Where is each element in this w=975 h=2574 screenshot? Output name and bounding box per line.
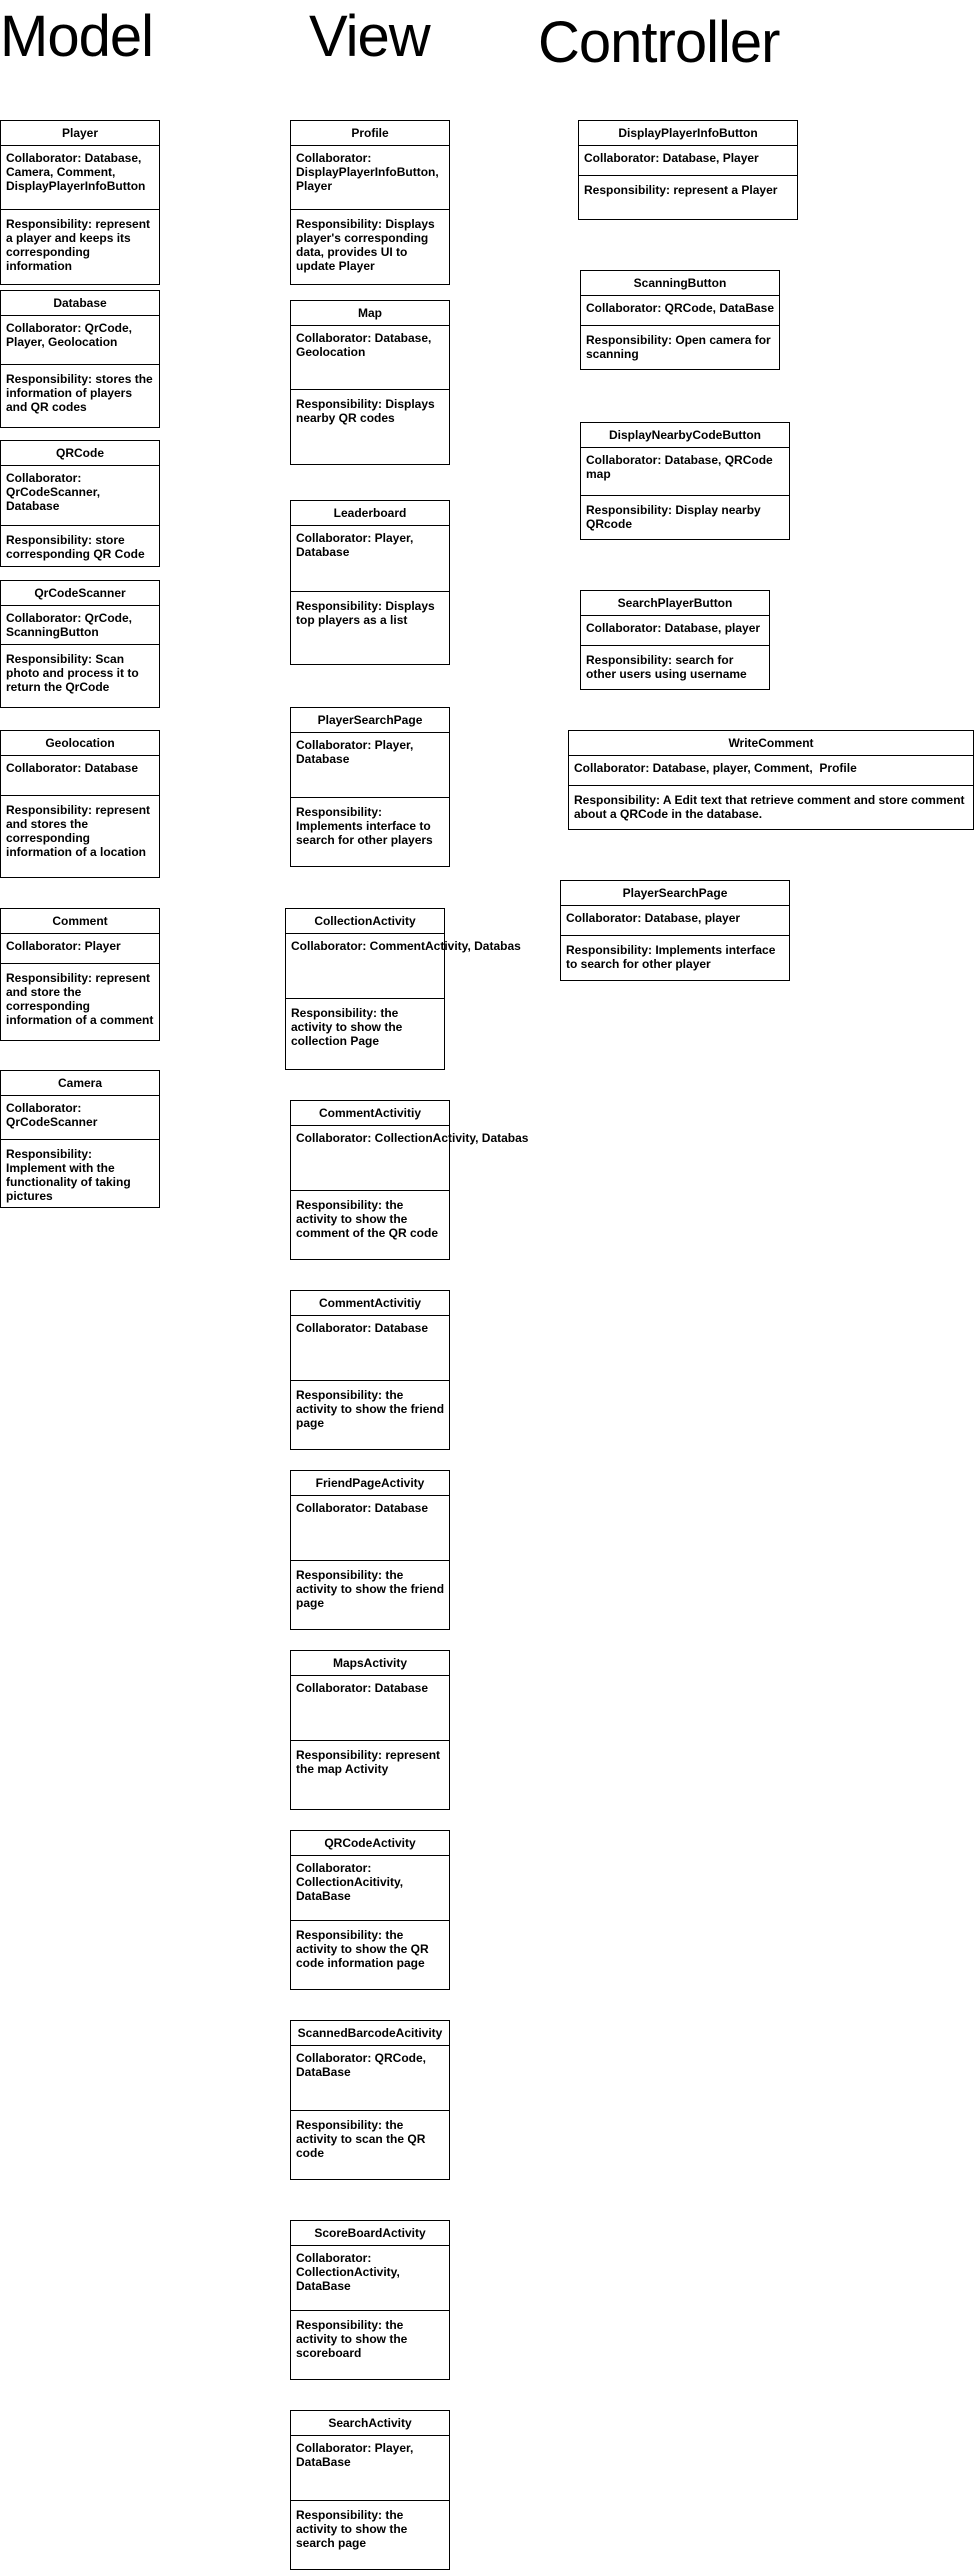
card-name: PlayerSearchPage (561, 881, 789, 906)
crc-card-playersearchpage-view (290, 707, 450, 867)
crc-card-searchactivity (290, 2410, 450, 2570)
card-responsibility: Responsibility: represent and stores the corresponding information of a location (6, 803, 154, 859)
card-name: Player (1, 121, 159, 146)
card-responsibility: Responsibility: Displays player's corresponding data, provides UI to update Player (296, 217, 439, 273)
card-responsibility: Responsibility: search for other users using username (586, 653, 747, 681)
crc-card-scannedbarcodeacitivity (290, 2020, 450, 2180)
card-responsibility: Responsibility: the activity to show the QR code information page (296, 1928, 433, 1970)
card-responsibility: Responsibility: A Edit text that retrieve comment and store comment about a QRCode in the database. (574, 793, 968, 821)
card-responsibility: Responsibility: the activity to show the friend page (296, 1388, 448, 1430)
card-name: ScoreBoardActivity (291, 2221, 449, 2246)
crc-card-scoreboardactivity (290, 2220, 450, 2380)
card-collaborator: Collaborator: Database, Geolocation (291, 326, 449, 390)
card-name: Profile (291, 121, 449, 146)
card-collaborator: Collaborator: Database, player, Comment, Profile (569, 756, 973, 786)
card-collaborator: Collaborator: Database, player (561, 906, 789, 936)
card-responsibility: Responsibility: represent a Player (584, 183, 778, 197)
card-responsibility: Responsibility: the activity to scan the QR code (296, 2118, 429, 2160)
card-name: MapsActivity (291, 1651, 449, 1676)
card-collaborator: Collaborator: QRCode, DataBase (291, 2046, 449, 2111)
card-collaborator: Collaborator: Database, Player (579, 146, 797, 176)
crc-card-displayplayerinfobutton (578, 120, 798, 220)
model-column-title: Model (0, 4, 153, 69)
card-name: CommentActivitiy (291, 1101, 449, 1126)
crc-card-scanningbutton (580, 270, 780, 370)
card-name: Database (1, 291, 159, 316)
card-responsibility: Responsibility: the activity to show the search page (296, 2508, 411, 2550)
card-responsibility: Responsibility: store corresponding QR Code (6, 533, 145, 561)
crc-card-player (0, 120, 160, 285)
card-name: Camera (1, 1071, 159, 1096)
crc-card-qrcodescanner (0, 580, 160, 708)
crc-card-commentactivitiy-1 (290, 1100, 529, 1260)
crc-card-displaynearbycodebutton (580, 422, 790, 540)
card-collaborator: Collaborator: Database (291, 1676, 449, 1741)
card-responsibility: Responsibility: Displays nearby QR codes (296, 397, 439, 425)
crc-card-leaderboard (290, 500, 450, 665)
card-collaborator: Collaborator: QrCode, Player, Geolocation (1, 316, 159, 365)
crc-card-searchplayerbutton (580, 590, 770, 690)
crc-card-comment (0, 908, 160, 1041)
card-responsibility: Responsibility: represent the map Activity (296, 1748, 444, 1776)
card-name: DisplayPlayerInfoButton (579, 121, 797, 146)
crc-card-map (290, 300, 450, 465)
card-name: FriendPageActivity (291, 1471, 449, 1496)
crc-card-geolocation (0, 730, 160, 878)
card-collaborator: Collaborator: Player, DataBase (291, 2436, 449, 2501)
card-name: ScanningButton (581, 271, 779, 296)
crc-card-camera (0, 1070, 160, 1208)
card-name: SearchActivity (291, 2411, 449, 2436)
card-collaborator: Collaborator: Database, QRCode map (581, 448, 789, 496)
card-collaborator: Collaborator: QRCode, DataBase (581, 296, 779, 326)
card-collaborator: Collaborator: DisplayPlayerInfoButton, Player (291, 146, 449, 210)
card-responsibility: Responsibility: represent and store the corresponding information of a comment (6, 971, 154, 1027)
card-name: DisplayNearbyCodeButton (581, 423, 789, 448)
card-collaborator: Collaborator: CollectionActivity, DataBase (291, 2246, 449, 2311)
card-responsibility: Responsibility: Displays top players as a list (296, 599, 439, 627)
card-responsibility: Responsibility: Display nearby QRcode (586, 503, 765, 531)
card-collaborator: Collaborator: CommentActivity, Databas (286, 934, 444, 999)
card-collaborator: Collaborator: Player, Database (291, 733, 449, 798)
card-name: Comment (1, 909, 159, 934)
card-name: CollectionActivity (286, 909, 444, 934)
card-name: QrCodeScanner (1, 581, 159, 606)
card-collaborator: Collaborator: Database, player (581, 616, 769, 646)
card-responsibility: Responsibility: stores the information of players and QR codes (6, 372, 157, 414)
card-name: SearchPlayerButton (581, 591, 769, 616)
card-name: CommentActivitiy (291, 1291, 449, 1316)
card-name: WriteComment (569, 731, 973, 756)
card-responsibility: Responsibility: Implements interface to search for other player (566, 943, 779, 971)
card-responsibility: Responsibility: the activity to show the friend page (296, 1568, 448, 1610)
card-name: QRCodeActivity (291, 1831, 449, 1856)
card-collaborator: Collaborator: QrCode, ScanningButton (1, 606, 159, 645)
crc-card-commentactivitiy-2 (290, 1290, 450, 1450)
crc-card-qrcode (0, 440, 160, 567)
card-name: QRCode (1, 441, 159, 466)
crc-card-database (0, 290, 160, 428)
crc-card-playersearchpage-controller (560, 880, 790, 981)
card-collaborator: Collaborator: Player, Database (291, 526, 449, 592)
card-responsibility: Responsibility: the activity to show the scoreboard (296, 2318, 411, 2360)
view-column-title: View (309, 4, 430, 69)
card-responsibility: Responsibility: Scan photo and process it to return the QrCode (6, 652, 143, 694)
card-name: ScannedBarcodeAcitivity (291, 2021, 449, 2046)
card-collaborator: Collaborator: Database (291, 1496, 449, 1561)
card-name: PlayerSearchPage (291, 708, 449, 733)
card-responsibility: Responsibility: represent a player and keeps its corresponding information (6, 217, 154, 273)
card-responsibility: Responsibility: the activity to show the collection Page (291, 1006, 406, 1048)
card-name: Geolocation (1, 731, 159, 756)
crc-card-collectionactivity (285, 908, 521, 1070)
card-collaborator: Collaborator: QrCodeScanner, Database (1, 466, 159, 526)
card-collaborator: Collaborator: Player (1, 934, 159, 964)
card-responsibility: Responsibility: Implement with the functionality of taking pictures (6, 1147, 135, 1203)
card-collaborator: Collaborator: Database (1, 756, 159, 796)
crc-card-friendpageactivity (290, 1470, 450, 1630)
crc-card-profile (290, 120, 450, 285)
crc-card-mapsactivity (290, 1650, 450, 1810)
card-collaborator: Collaborator: Database (291, 1316, 449, 1381)
controller-column-title: Controller (538, 10, 780, 75)
card-responsibility: Responsibility: Implements interface to search for other players (296, 805, 435, 847)
crc-card-qrcodeactivity (290, 1830, 450, 1990)
card-responsibility: Responsibility: the activity to show the comment of the QR code (296, 1198, 439, 1240)
card-responsibility: Responsibility: Open camera for scanning (586, 333, 775, 361)
card-name: Leaderboard (291, 501, 449, 526)
card-collaborator: Collaborator: Database, Camera, Comment, DisplayPlayerInfoButton (1, 146, 159, 210)
card-name: Map (291, 301, 449, 326)
card-collaborator: Collaborator: QrCodeScanner (1, 1096, 159, 1140)
card-collaborator: Collaborator: CollectionActivity, Databas (291, 1126, 449, 1191)
crc-card-writecomment (568, 730, 974, 830)
card-collaborator: Collaborator: CollectionAcitivity, DataBase (291, 1856, 449, 1921)
